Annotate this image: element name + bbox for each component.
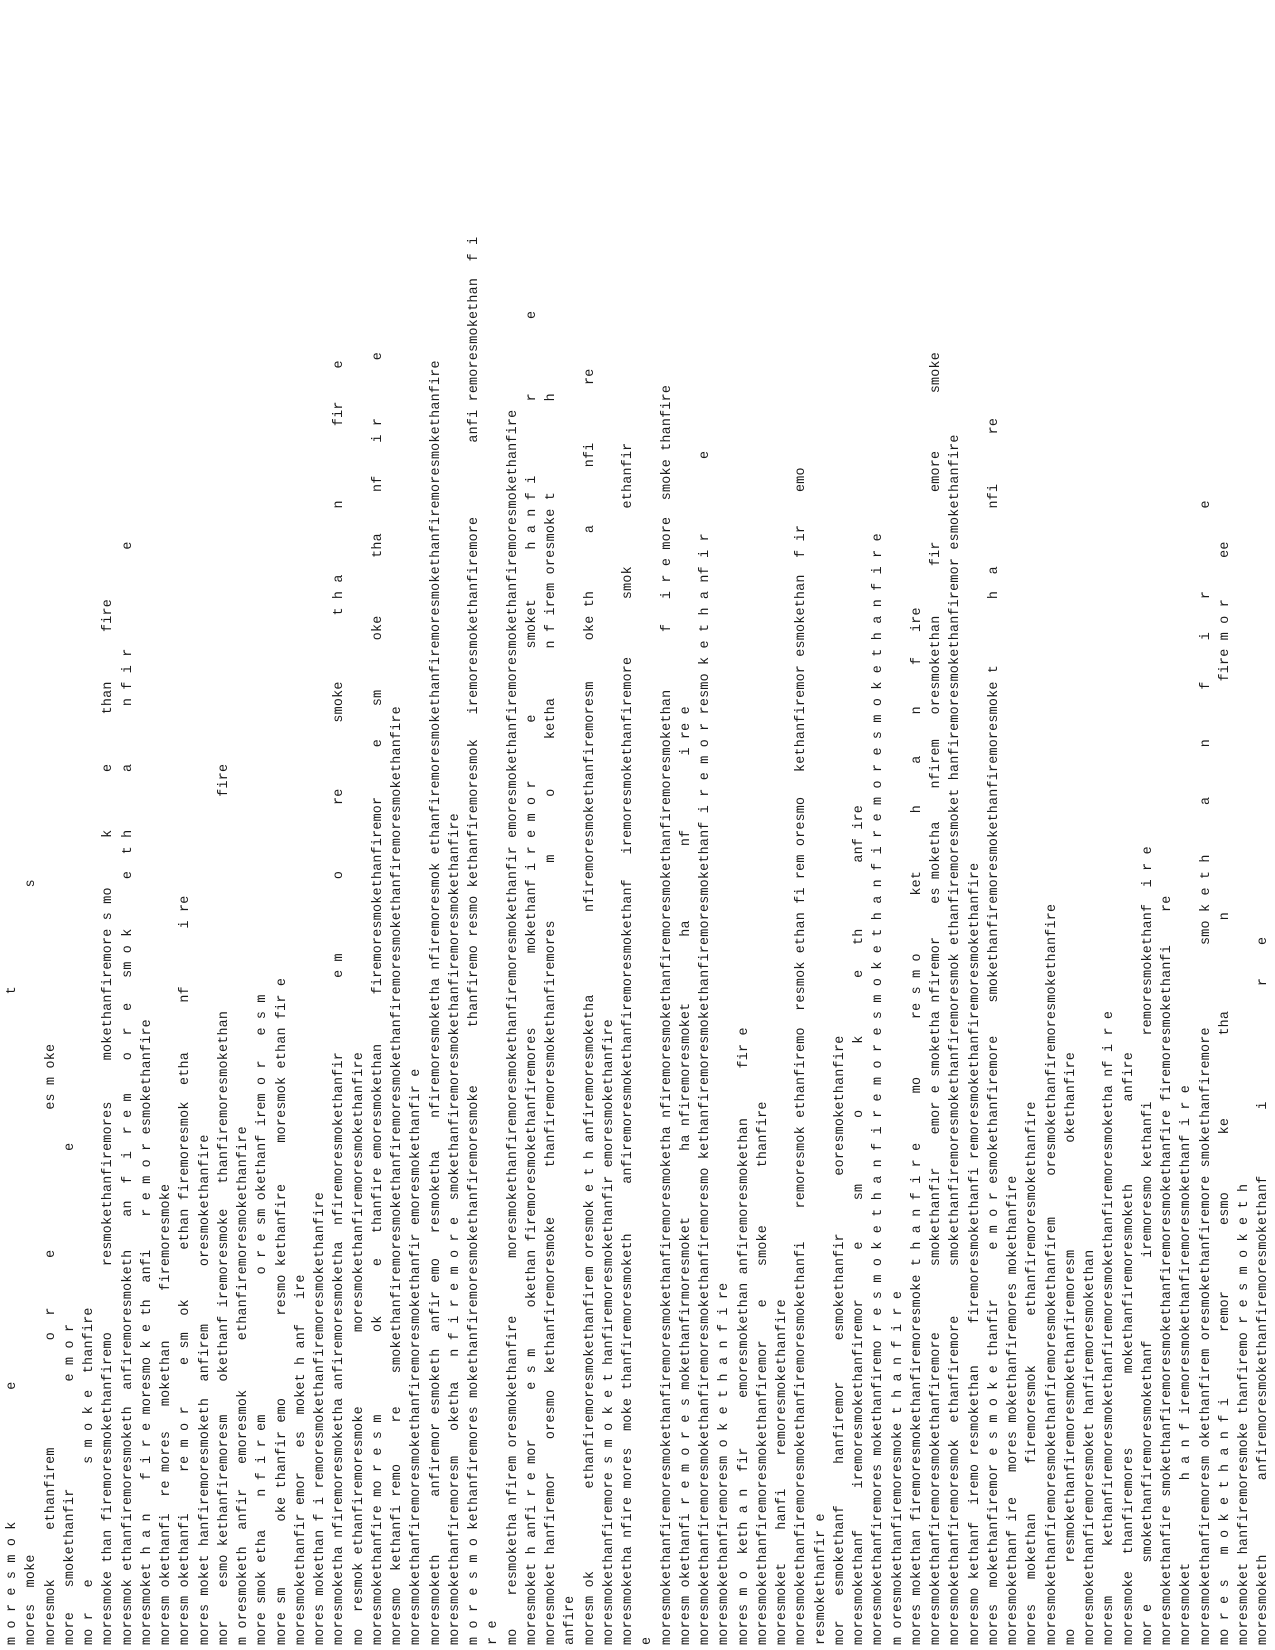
text-line: anfire — [563, 1595, 579, 1645]
text-line: mo resmokethanfiremoresmokethanfiremoresm okethanfire — [1063, 1052, 1079, 1645]
text-line: moresmokethanfiremores mokethanfiremo r e s m o k e t h a n f i r e m o r e s m o k e t h a n f i r e m o r e s m o k e t h a n f i r e — [871, 533, 887, 1645]
text-line: mor e smokethanfiremoresmokethanf iremoresmo kethanfi remoresmokethanf i r e — [1140, 846, 1156, 1645]
text-line: more smokethanfir e m o r e — [62, 1142, 78, 1645]
text-line: mores m o keth a n fir emoresmokethan anfiremoresmokethan fir e — [736, 1027, 752, 1645]
text-line: moresmok ethanfirem o r e es m oke — [43, 1043, 59, 1645]
text-line: m o r e s m o kethanfiremores mokethanfiremoresmokethanfiremoresmoke thanfiremo resmo kethanfiremoresmok iremoresmokethanfiremore anfi remoresmokethan f i — [467, 236, 482, 1645]
text-line: moresmoket h a n f iremoresmokethanfiremoresmokethanf i r e — [1179, 1084, 1195, 1645]
text-line: r e — [486, 1620, 502, 1645]
text-line: moresmokethanfire smokethanfiremoresmokethanfiremoresmokethanfire firemoresmokethanfi re — [1160, 895, 1175, 1645]
text-line: mor esmokethanf hanfiremor esmokethanfir eoresmokethanfire — [832, 1035, 848, 1645]
text-line: moresm okethanfi r e m o r e s mokethanfirmoresmoket ha nfiremoresmoket ha nf i re e — [678, 706, 694, 1645]
text-line: moresmokethanfiremoresmoket hanfiremoresmokethan — [1083, 1249, 1098, 1645]
text-line: moresmoket hanfiremoresmoke thanfiremo r e s m o k e t h — [1237, 1183, 1252, 1645]
text-line: moresm okethanfi re mores mokethan firemoresmoke — [159, 1183, 174, 1645]
text-line: moresmokethanfiremoresmokethanfiremoresmokethanfiremoresmoketha nfiremoresmokethanfiremoresmokethanfiremoresmokethan f i r e more smoke thanfire — [659, 384, 675, 1645]
text-line: mores moke s — [24, 879, 40, 1645]
text-line: mores moket hanfiremoresmoketh anfirem oresmokethanfire — [197, 1134, 213, 1645]
text-line: moresmokethanfiremoresm okethanfirem oresmokethanfiremore smokethanfiremore smo k e t h a n f i r e — [1198, 500, 1214, 1645]
text-line: moresmokethanfire mo r e s m ok e thanfire emoresmokethan firemoresmokethanfiremor e sm oke tha nf i r e — [370, 351, 386, 1645]
text-line: m oresmoketh anfir emoresmok ethanfiremoresmokethanfire — [236, 1126, 251, 1645]
text-line: more sm oke thanfir emo resmo kethanfire moresmok ethan fir e — [274, 977, 290, 1645]
text-line: resmokethanfir e — [813, 1513, 829, 1645]
text-line: moresmokethanfiremoresmokethanfiremoresmokethanfirem oresmokethanfiremoresmokethanfire — [1044, 903, 1060, 1645]
text-line: mo r e s m o k e t h a n f i remor esmo ke tha n fire m o r ee — [1217, 541, 1233, 1645]
text-line: m oresmokethanfiremoresmoke t h a n f i r e — [890, 1290, 906, 1645]
text-line: moresmokethanfiremoresmokethanfiremoresmokethanfi remoresmok ethanfiremo resmok ethan fi rem oresmo kethanfiremor esmokethan f ir emo — [794, 467, 810, 1645]
text-line: moresmoketha nfiremoresmoketha anfiremoresmoketha nfiremoresmokethanfir e m o re smoke t h a n fir e — [332, 360, 348, 1645]
text-line: moresmokethanf iremoresmokethanfiremor e sm o k e th anf ire — [852, 804, 867, 1645]
text-line: moresmoket h a n f i r e moresmo k e th anfi r e m o r esmokethanfire — [139, 1019, 155, 1645]
text-line: moresmokethanf ire mores mokethanfiremores mokethanfire — [1006, 1175, 1021, 1645]
text-line: moresmoket hanfi remoresmokethanfire — [775, 1299, 790, 1645]
text-line: moresm ok ethanfiremoresmokethanfirem oresmok e t h anfiremoresmoketha nfiremoresmokethanfiremoresm oke th a nfi re — [582, 368, 598, 1645]
rotated-text-block — [3, 5, 1275, 1645]
text-line: moresmoke than firemoresmokethanfiremo resmokethanfiremores mokethanfiremore s mo k e than fire — [101, 599, 117, 1645]
text-line: moresmokethanfiremoresmokethanfiremoresmokethanfiremoresmo kethanfiremoresmokethanfiremoresmokethanf i r e m o r resmo k e t h a nf i r e — [698, 450, 713, 1645]
text-line: mo r e s m o k e thanfire — [82, 1307, 97, 1645]
text-line: moresmo kethanfi remo re smokethanfiremoresmokethanfiremoresmokethanfiremoresmokethanfiremoresmokethanfire — [390, 706, 405, 1645]
text-line: moresmokethanfiremoresm o k e t h a n f i re — [717, 1282, 733, 1645]
text-line: e — [640, 1636, 656, 1645]
text-line: moresmok ethanfiremoresmoketh anfiremoresmoketh an f i r e m o r e sm o k e t h a n f i r e — [120, 541, 136, 1645]
text-line: moresm kethanfiremoresmokethanfiremoresmokethanfiremoresmoketha nf i r e — [1102, 1010, 1118, 1645]
text-line: moresmoket h anfi r e mor e s m okethan firemoresmokethanfiremores mokethanf i r e m o r e smoket h a n f i r e — [524, 310, 540, 1645]
text-line: m o r e s m o k e t — [5, 986, 20, 1645]
text-line: moresmoketha nfire mores moke thanfiremoresmoketh anfiremoresmokethanfiremoresmokethanf iremoresmokethanfiremore smok ethanfir — [621, 442, 636, 1645]
text-line: moresmoketh anfiremor esmoketh anfir emo resmoketha nfiremoresmoketha nfiremoresmok ethanfiremoresmokethanfiremoresmokethanfiremoresmokethanfire — [428, 360, 444, 1645]
text-line: moresmokethanfiremoresmokethanfiremor e smoke thanfire — [755, 1101, 771, 1645]
text-line: moresmokethanfiremoresmok ethanfiremore smokethanfiremoresmokethanfiremoresmok ethanfiremoresmoket hanfiremoresmokethanfiremor esmokethanfire — [948, 434, 964, 1645]
text-line: mo resmok ethanfiremoresmoke moresmokethanfiremoresmokethanfire — [351, 1052, 367, 1645]
text-line: moresmoket hanfiremor oresmo kethanfiremoresmoke thanfiremoresmokethanfiremores m o ketha n f irem oresmoke t h — [544, 393, 559, 1645]
text-line: moresm okethanfi re m o r e sm ok ethan firemoresmok etha nf i re — [178, 895, 194, 1645]
text-line: mores mokethan firemoresmokethanfiremoresmoke t h a n f i r e mo re s m o ket h a n f ire — [909, 607, 925, 1645]
text-line: more smok etha n f i r em o r e sm okethanf irem o r e s m — [255, 994, 271, 1645]
text-line: moresmoke thanfiremores mokethanfiremoresmoketh anfire — [1121, 1052, 1137, 1645]
text-line: moresmokethanfir emor es moket h anf ire — [293, 1274, 309, 1645]
text-line: mores mokethan f i remoresmokethanfiremoresmokethanfire — [313, 1192, 328, 1645]
text-line: moresmokethanfiremoresmokethanfiremore smokethanfir emor e smoketha nfiremor es moketha nfirem oresmokethan fir emore smoke — [929, 351, 944, 1645]
text-line: moresmokethanfiremore s m o k e t hanfiremoresmokethanfir emoresmokethanfire — [601, 1019, 617, 1645]
text-line: mo resmoketha nfirem oresmokethanfire moresmokethanfiremoresmokethanfiremoresmokethanfir emoresmokethanfiremoresmokethanfiremoresmokethanfire — [505, 409, 521, 1645]
text-line: mores mokethanfiremor e s m o k e thanfir e m o r esmokethanfiremore smokethanfiremoresmokethanfiremoresmoke t h a nfi re — [986, 417, 1002, 1645]
text-line: moresmoketh anfiremoresmokethanfiremoresmokethanf i r e — [1256, 936, 1272, 1645]
text-line: mor esmo kethanfiremoresm okethanf iremoresmoke thanfiremoresmokethan fire — [216, 763, 232, 1645]
text-line: moresmo kethanf iremo resmokethan firemoresmokethanfi remoresmokethanfiremoresmokethanfire — [967, 862, 983, 1645]
text-line: moresmokethanfiremoresmokethanfiremoresmokethanfir emoresmokethanfir e — [409, 1068, 425, 1645]
text-line: mores mokethan firemoresmok ethanfiremoresmokethanfire — [1025, 1101, 1041, 1645]
text-line: moresmokethanfiremoresm oketha n f i r e m o r e smokethanfiremoresmokethanfiremoresmokethanfire — [447, 813, 463, 1645]
